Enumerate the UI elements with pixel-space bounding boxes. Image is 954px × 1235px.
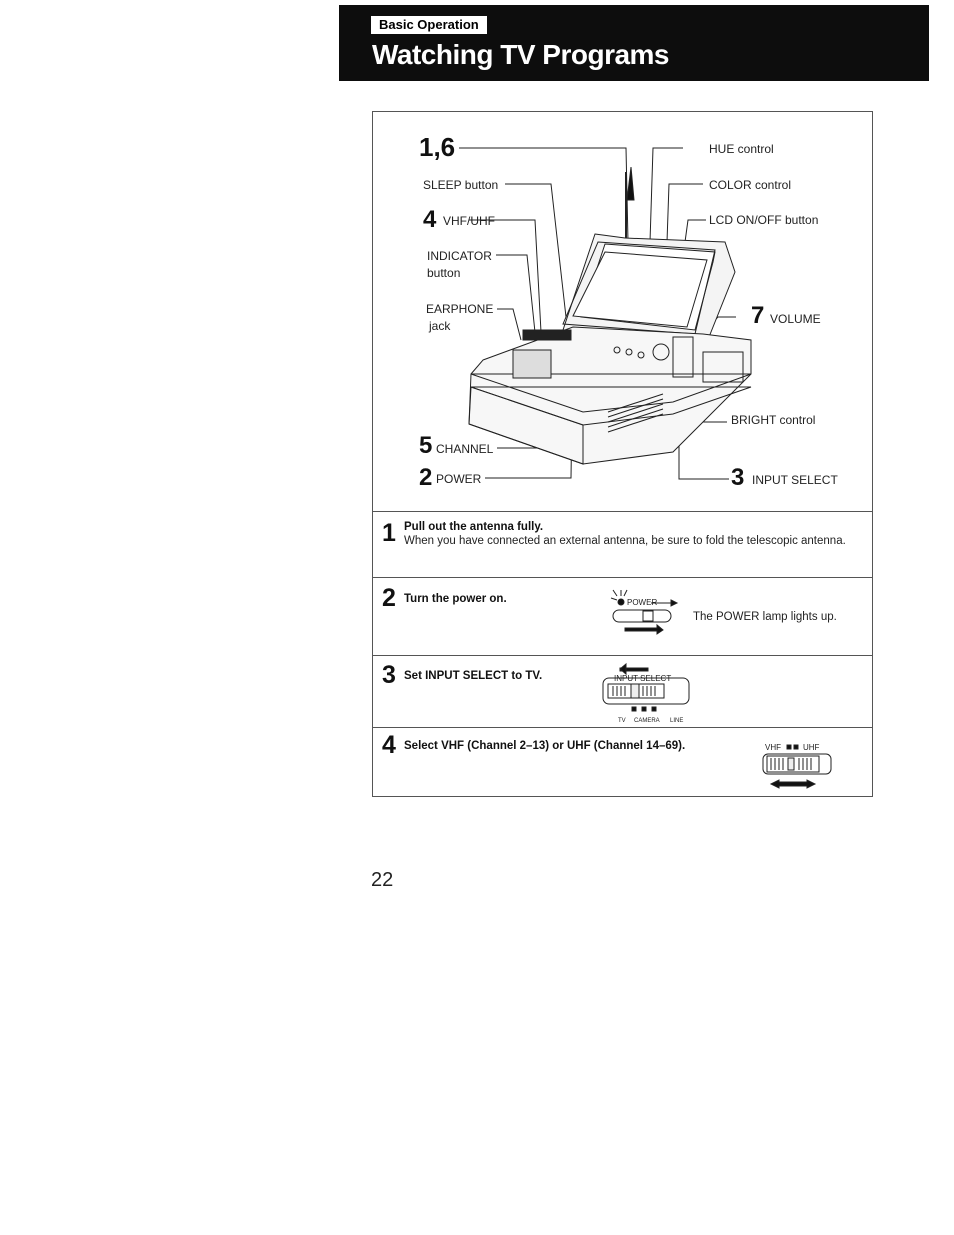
step-title: Set INPUT SELECT to TV. <box>404 670 543 682</box>
step-title: Select VHF (Channel 2–13) or UHF (Channel 14–69). <box>404 740 686 752</box>
hue-control-label: HUE control <box>709 142 774 156</box>
step-title: Pull out the antenna fully. <box>404 521 544 533</box>
bright-control-label: BRIGHT control <box>731 413 816 427</box>
step-number: 1 <box>382 519 396 547</box>
device-diagram <box>373 112 874 511</box>
power-number: 2 <box>419 464 433 491</box>
position-tv: TV <box>618 718 626 724</box>
volume-label: VOLUME <box>770 312 821 326</box>
step-number: 2 <box>382 584 396 612</box>
power-switch-label: POWER <box>627 598 658 607</box>
vhf-uhf-number: 4 <box>423 206 437 233</box>
page-header <box>339 5 929 81</box>
position-line: LINE <box>670 718 684 724</box>
callout-1-6: 1,6 <box>419 132 456 162</box>
page-title: Watching TV Programs <box>372 39 670 70</box>
step-number: 4 <box>382 731 396 759</box>
input-select-number: 3 <box>731 464 745 491</box>
input-select-label: INPUT SELECT <box>752 473 838 487</box>
step-1 <box>373 511 872 578</box>
step-4 <box>373 727 872 798</box>
input-switch-label: INPUT SELECT <box>614 674 672 683</box>
vhf-uhf-label: VHF/UHF <box>443 214 495 228</box>
vhf-uhf-switch-icon <box>761 742 837 794</box>
input-select-switch-icon <box>598 660 698 726</box>
power-lamp-note: The POWER lamp lights up. <box>693 611 837 623</box>
position-camera: CAMERA <box>634 718 660 724</box>
instruction-panel <box>372 111 873 797</box>
section-tag: Basic Operation <box>371 16 487 34</box>
step-number: 3 <box>382 661 396 689</box>
color-control-label: COLOR control <box>709 178 792 192</box>
earphone-label-2: jack <box>429 319 451 333</box>
volume-number: 7 <box>751 302 765 329</box>
channel-label: CHANNEL <box>436 442 494 456</box>
page-number: 22 <box>371 869 394 891</box>
step-text: When you have connected an external antenna, be sure to fold the telescopic antenna. <box>404 535 846 547</box>
step-title: Turn the power on. <box>404 593 507 605</box>
indicator-label-2: button <box>427 266 461 280</box>
earphone-label: EARPHONE <box>426 302 494 316</box>
step-2 <box>373 577 872 656</box>
vhf-switch-label: VHF <box>765 743 781 752</box>
indicator-label: INDICATOR <box>427 249 492 263</box>
uhf-switch-label: UHF <box>803 743 820 752</box>
sleep-button-label: SLEEP button <box>423 178 499 192</box>
lcd-onoff-label: LCD ON/OFF button <box>709 213 819 227</box>
power-switch-icon <box>603 584 683 636</box>
step-3 <box>373 655 872 728</box>
power-label: POWER <box>436 472 482 486</box>
channel-number: 5 <box>419 432 433 459</box>
